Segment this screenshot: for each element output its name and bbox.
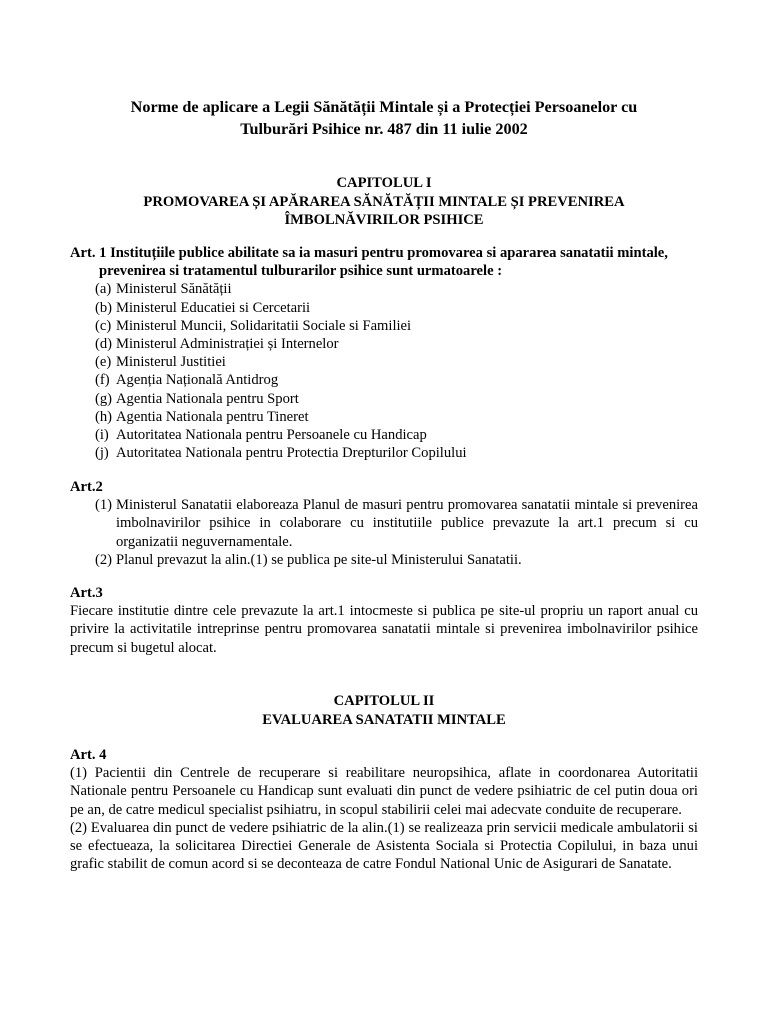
article-3	[70, 584, 698, 657]
article-1-list	[70, 280, 698, 462]
article-4-paragraph-1: (1) Pacientii din Centrele de recuperare si reabilitare neuropsihica, aflate in coordonarea Autoritatii Nationale pentru Persoanele cu Handicap sunt evaluati din punct de vedere psihiatric de cel putin doua ori pe an, de catre medicul specialist psihiatru, in scopul stabilirii celei mai adecvate conduite de recuperare.	[70, 765, 698, 818]
list-item-text: Ministerul Muncii, Solidaritatii Sociale si Familiei	[116, 317, 412, 334]
chapter-1-label: CAPITOLUL I	[336, 175, 432, 191]
article-2	[70, 478, 698, 569]
document-title	[70, 96, 698, 140]
list-item-text: Autoritatea Nationala pentru Persoanele cu Handicap	[116, 427, 427, 444]
list-item-label: (d)	[95, 336, 113, 353]
list-item-label: (a)	[95, 281, 112, 298]
article-4-heading: Art. 4	[70, 747, 107, 763]
document-title-line1: Norme de aplicare a Legii Sănătății Mintale și a Protecției Persoanelor cu	[130, 98, 638, 116]
document-title-line2: Tulburări Psihice nr. 487 din 11 iulie 2002	[240, 120, 528, 138]
list-item-text: Agentia Nationala pentru Tineret	[116, 408, 309, 425]
chapter-2-label: CAPITOLUL II	[333, 693, 435, 709]
list-item-text: Ministerul Sănătății	[116, 281, 232, 298]
chapter-1-title-line1: PROMOVAREA ȘI APĂRAREA SĂNĂTĂȚII MINTALE ȘI PREVENIREA	[143, 193, 625, 210]
article-1	[70, 244, 698, 462]
list-item-label: (g)	[95, 390, 113, 407]
list-item	[70, 299, 698, 317]
list-item-label: (1)	[95, 497, 113, 514]
list-item-text: Ministerul Administrației și Internelor	[116, 336, 339, 353]
list-item	[70, 280, 698, 298]
article-1-heading: Art. 1 Instituțiile publice abilitate sa ia masuri pentru promovarea si apararea sanatatii mintale, prevenirea si tratamentul tulburarilor psihice sunt urmatoarele :	[70, 245, 668, 280]
list-item-text: Ministerul Sanatatii elaboreaza Planul de masuri pentru promovarea sanatatii mintale si prevenirea imbolnavirilor psihice in colaborare cu institutiile publice prevazute la art.1 precum si cu organizatii neguvernamentale.	[116, 497, 698, 550]
list-item-label: (2)	[95, 551, 113, 568]
list-item-text: Ministerul Justitiei	[116, 354, 226, 371]
list-item-label: (c)	[95, 317, 112, 334]
list-item-label: (j)	[95, 445, 109, 462]
article-3-paragraph: Fiecare institutie dintre cele prevazute la art.1 intocmeste si publica pe site-ul propriu un raport anual cu privire la activitatile intreprinse pentru promovarea sanatatii mintale si prevenirea imbolnavirilor psihice precum si bugetul alocat.	[70, 603, 698, 656]
list-item-label: (h)	[95, 408, 113, 425]
list-item	[70, 317, 698, 335]
article-4-paragraph-2: (2) Evaluarea din punct de vedere psihiatric de la alin.(1) se realizeaza prin servicii medicale ambulatorii si se efectueaza, la solicitarea Directiei Generale de Asistenta Sociala si Protectia Copilului, in baza unui grafic stabilit de comun acord si se deconteaza de catre Fondul National Unic de Asigurari de Sanatate.	[70, 819, 698, 873]
article-3-heading: Art.3	[70, 585, 103, 601]
list-item-text: Agentia Nationala pentru Sport	[116, 390, 299, 407]
list-item	[70, 353, 698, 371]
chapter-1-heading	[70, 174, 698, 230]
list-item-label: (e)	[95, 354, 112, 371]
list-item	[70, 371, 698, 389]
list-item	[70, 426, 698, 444]
list-item-label: (f)	[95, 372, 110, 389]
list-item-text: Planul prevazut la alin.(1) se publica pe site-ul Ministerului Sanatatii.	[116, 551, 522, 568]
list-item	[70, 335, 698, 353]
list-item-label: (b)	[95, 299, 113, 316]
chapter-1-title-line2: ÎMBOLNĂVIRILOR PSIHICE	[284, 212, 484, 229]
list-item-text: Ministerul Educatiei si Cercetarii	[116, 299, 311, 316]
list-item	[70, 408, 698, 426]
article-4	[70, 746, 698, 873]
list-item-text: Autoritatea Nationala pentru Protectia Drepturilor Copilului	[116, 445, 467, 462]
list-item-label: (i)	[95, 427, 109, 444]
article-2-heading: Art.2	[70, 479, 103, 495]
article-2-list	[70, 496, 698, 569]
list-item	[70, 390, 698, 408]
list-item	[70, 444, 698, 462]
list-item	[70, 496, 698, 551]
list-item-text: Agenția Națională Antidrog	[116, 372, 279, 389]
chapter-2-heading	[70, 692, 698, 729]
chapter-2-title: EVALUAREA SANATATII MINTALE	[262, 711, 506, 728]
list-item	[70, 551, 698, 569]
